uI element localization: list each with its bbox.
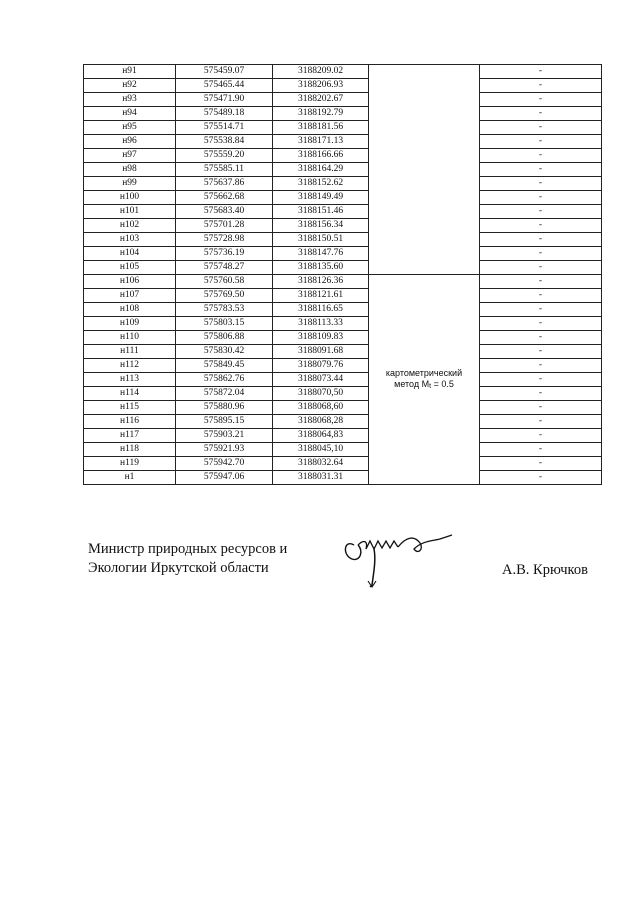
x-coordinate-cell: 575783.53 <box>176 303 273 317</box>
table-row <box>84 219 602 233</box>
table-row <box>84 121 602 135</box>
x-coordinate-cell: 575514.71 <box>176 121 273 135</box>
point-id-cell: н119 <box>84 457 176 471</box>
y-coordinate-cell: 3188068,60 <box>273 401 369 415</box>
y-coordinate-cell: 3188031.31 <box>273 471 369 485</box>
accuracy-cell: - <box>480 415 602 429</box>
table-row <box>84 205 602 219</box>
accuracy-cell: - <box>480 429 602 443</box>
accuracy-cell: - <box>480 261 602 275</box>
y-coordinate-cell: 3188135.60 <box>273 261 369 275</box>
y-coordinate-cell: 3188171.13 <box>273 135 369 149</box>
point-id-cell: н99 <box>84 177 176 191</box>
x-coordinate-cell: 575559.20 <box>176 149 273 163</box>
point-id-cell: н110 <box>84 331 176 345</box>
point-id-cell: н101 <box>84 205 176 219</box>
accuracy-cell: - <box>480 93 602 107</box>
table-row <box>84 471 602 485</box>
x-coordinate-cell: 575880.96 <box>176 401 273 415</box>
point-id-cell: н95 <box>84 121 176 135</box>
signatory-title-line-1: Министр природных ресурсов и <box>88 541 288 557</box>
x-coordinate-cell: 575903.21 <box>176 429 273 443</box>
point-id-cell: н98 <box>84 163 176 177</box>
accuracy-cell: - <box>480 233 602 247</box>
y-coordinate-cell: 3188202.67 <box>273 93 369 107</box>
accuracy-cell: - <box>480 359 602 373</box>
x-coordinate-cell: 575637.86 <box>176 177 273 191</box>
x-coordinate-cell: 575942.70 <box>176 457 273 471</box>
signatory-title-line-2: Экологии Иркутской области <box>88 560 269 576</box>
point-id-cell: н1 <box>84 471 176 485</box>
x-coordinate-cell: 575947.06 <box>176 471 273 485</box>
point-id-cell: н105 <box>84 261 176 275</box>
accuracy-cell: - <box>480 121 602 135</box>
point-id-cell: н100 <box>84 191 176 205</box>
point-id-cell: н114 <box>84 387 176 401</box>
accuracy-cell: - <box>480 205 602 219</box>
y-coordinate-cell: 3188091.68 <box>273 345 369 359</box>
y-coordinate-cell: 3188209.02 <box>273 65 369 79</box>
y-coordinate-cell: 3188166.66 <box>273 149 369 163</box>
table-row <box>84 359 602 373</box>
y-coordinate-cell: 3188068,28 <box>273 415 369 429</box>
y-coordinate-cell: 3188181.56 <box>273 121 369 135</box>
table-row <box>84 303 602 317</box>
accuracy-cell: - <box>480 317 602 331</box>
table-row <box>84 163 602 177</box>
point-id-cell: н112 <box>84 359 176 373</box>
x-coordinate-cell: 575585.11 <box>176 163 273 177</box>
accuracy-cell: - <box>480 177 602 191</box>
accuracy-cell: - <box>480 135 602 149</box>
point-id-cell: н109 <box>84 317 176 331</box>
table-row <box>84 443 602 457</box>
y-coordinate-cell: 3188149.49 <box>273 191 369 205</box>
table-row <box>84 289 602 303</box>
x-coordinate-cell: 575701.28 <box>176 219 273 233</box>
point-id-cell: н106 <box>84 275 176 289</box>
table-row <box>84 275 602 289</box>
y-coordinate-cell: 3188116.65 <box>273 303 369 317</box>
point-id-cell: н104 <box>84 247 176 261</box>
table-row <box>84 247 602 261</box>
y-coordinate-cell: 3188070,50 <box>273 387 369 401</box>
accuracy-cell: - <box>480 331 602 345</box>
accuracy-cell: - <box>480 275 602 289</box>
table-row <box>84 457 602 471</box>
x-coordinate-cell: 575465.44 <box>176 79 273 93</box>
method-subscript: t <box>429 382 432 390</box>
table-row <box>84 135 602 149</box>
x-coordinate-cell: 575921.93 <box>176 443 273 457</box>
x-coordinate-cell: 575872.04 <box>176 387 273 401</box>
point-id-cell: н117 <box>84 429 176 443</box>
y-coordinate-cell: 3188113.33 <box>273 317 369 331</box>
table-row <box>84 177 602 191</box>
accuracy-cell: - <box>480 107 602 121</box>
method-line-2 <box>369 379 479 392</box>
handwritten-signature <box>334 515 460 593</box>
x-coordinate-cell: 575538.84 <box>176 135 273 149</box>
table-row <box>84 345 602 359</box>
point-id-cell: н107 <box>84 289 176 303</box>
y-coordinate-cell: 3188156.34 <box>273 219 369 233</box>
point-id-cell: н96 <box>84 135 176 149</box>
coordinates-table <box>83 64 602 485</box>
y-coordinate-cell: 3188151.46 <box>273 205 369 219</box>
table-row <box>84 79 602 93</box>
x-coordinate-cell: 575806.88 <box>176 331 273 345</box>
table-row <box>84 65 602 79</box>
x-coordinate-cell: 575748.27 <box>176 261 273 275</box>
point-id-cell: н102 <box>84 219 176 233</box>
accuracy-cell: - <box>480 457 602 471</box>
table-row <box>84 401 602 415</box>
x-coordinate-cell: 575769.50 <box>176 289 273 303</box>
signer-name: А.В. Крючков <box>502 562 588 578</box>
table-row <box>84 317 602 331</box>
y-coordinate-cell: 3188152.62 <box>273 177 369 191</box>
coordinates-table-body <box>84 65 602 485</box>
accuracy-cell: - <box>480 443 602 457</box>
accuracy-cell: - <box>480 247 602 261</box>
y-coordinate-cell: 3188121.61 <box>273 289 369 303</box>
accuracy-cell: - <box>480 163 602 177</box>
y-coordinate-cell: 3188073.44 <box>273 373 369 387</box>
table-row <box>84 107 602 121</box>
point-id-cell: н103 <box>84 233 176 247</box>
table-row <box>84 387 602 401</box>
point-id-cell: н108 <box>84 303 176 317</box>
table-row <box>84 191 602 205</box>
y-coordinate-cell: 3188150.51 <box>273 233 369 247</box>
table-row <box>84 261 602 275</box>
accuracy-cell: - <box>480 149 602 163</box>
point-id-cell: н91 <box>84 65 176 79</box>
x-coordinate-cell: 575471.90 <box>176 93 273 107</box>
point-id-cell: н113 <box>84 373 176 387</box>
point-id-cell: н93 <box>84 93 176 107</box>
accuracy-cell: - <box>480 387 602 401</box>
point-id-cell: н97 <box>84 149 176 163</box>
accuracy-cell: - <box>480 79 602 93</box>
y-coordinate-cell: 3188045,10 <box>273 443 369 457</box>
y-coordinate-cell: 3188164.29 <box>273 163 369 177</box>
y-coordinate-cell: 3188032.64 <box>273 457 369 471</box>
table-row <box>84 429 602 443</box>
point-id-cell: н115 <box>84 401 176 415</box>
x-coordinate-cell: 575459.07 <box>176 65 273 79</box>
y-coordinate-cell: 3188126.36 <box>273 275 369 289</box>
point-id-cell: н94 <box>84 107 176 121</box>
signatory-title <box>88 540 287 578</box>
x-coordinate-cell: 575803.15 <box>176 317 273 331</box>
table-row <box>84 373 602 387</box>
x-coordinate-cell: 575736.19 <box>176 247 273 261</box>
point-id-cell: н116 <box>84 415 176 429</box>
table-row <box>84 233 602 247</box>
x-coordinate-cell: 575830.42 <box>176 345 273 359</box>
table-row <box>84 93 602 107</box>
x-coordinate-cell: 575760.58 <box>176 275 273 289</box>
x-coordinate-cell: 575662.68 <box>176 191 273 205</box>
accuracy-cell: - <box>480 289 602 303</box>
y-coordinate-cell: 3188206.93 <box>273 79 369 93</box>
method-cell <box>369 275 480 485</box>
accuracy-cell: - <box>480 373 602 387</box>
accuracy-cell: - <box>480 219 602 233</box>
point-id-cell: н92 <box>84 79 176 93</box>
accuracy-cell: - <box>480 345 602 359</box>
accuracy-cell: - <box>480 471 602 485</box>
y-coordinate-cell: 3188079.76 <box>273 359 369 373</box>
y-coordinate-cell: 3188109.83 <box>273 331 369 345</box>
accuracy-cell: - <box>480 191 602 205</box>
table-row <box>84 331 602 345</box>
y-coordinate-cell: 3188147.76 <box>273 247 369 261</box>
accuracy-cell: - <box>480 303 602 317</box>
point-id-cell: н111 <box>84 345 176 359</box>
method-line-1: картометрический <box>385 367 463 378</box>
method-cell-upper <box>369 65 480 275</box>
x-coordinate-cell: 575849.45 <box>176 359 273 373</box>
method-prefix: метод M <box>394 378 430 389</box>
y-coordinate-cell: 3188192.79 <box>273 107 369 121</box>
x-coordinate-cell: 575489.18 <box>176 107 273 121</box>
table-row <box>84 415 602 429</box>
accuracy-cell: - <box>480 65 602 79</box>
x-coordinate-cell: 575728.98 <box>176 233 273 247</box>
x-coordinate-cell: 575895.15 <box>176 415 273 429</box>
x-coordinate-cell: 575683.40 <box>176 205 273 219</box>
table-row <box>84 149 602 163</box>
y-coordinate-cell: 3188064,83 <box>273 429 369 443</box>
accuracy-cell: - <box>480 401 602 415</box>
point-id-cell: н118 <box>84 443 176 457</box>
x-coordinate-cell: 575862.76 <box>176 373 273 387</box>
method-value: = 0.5 <box>431 378 454 389</box>
